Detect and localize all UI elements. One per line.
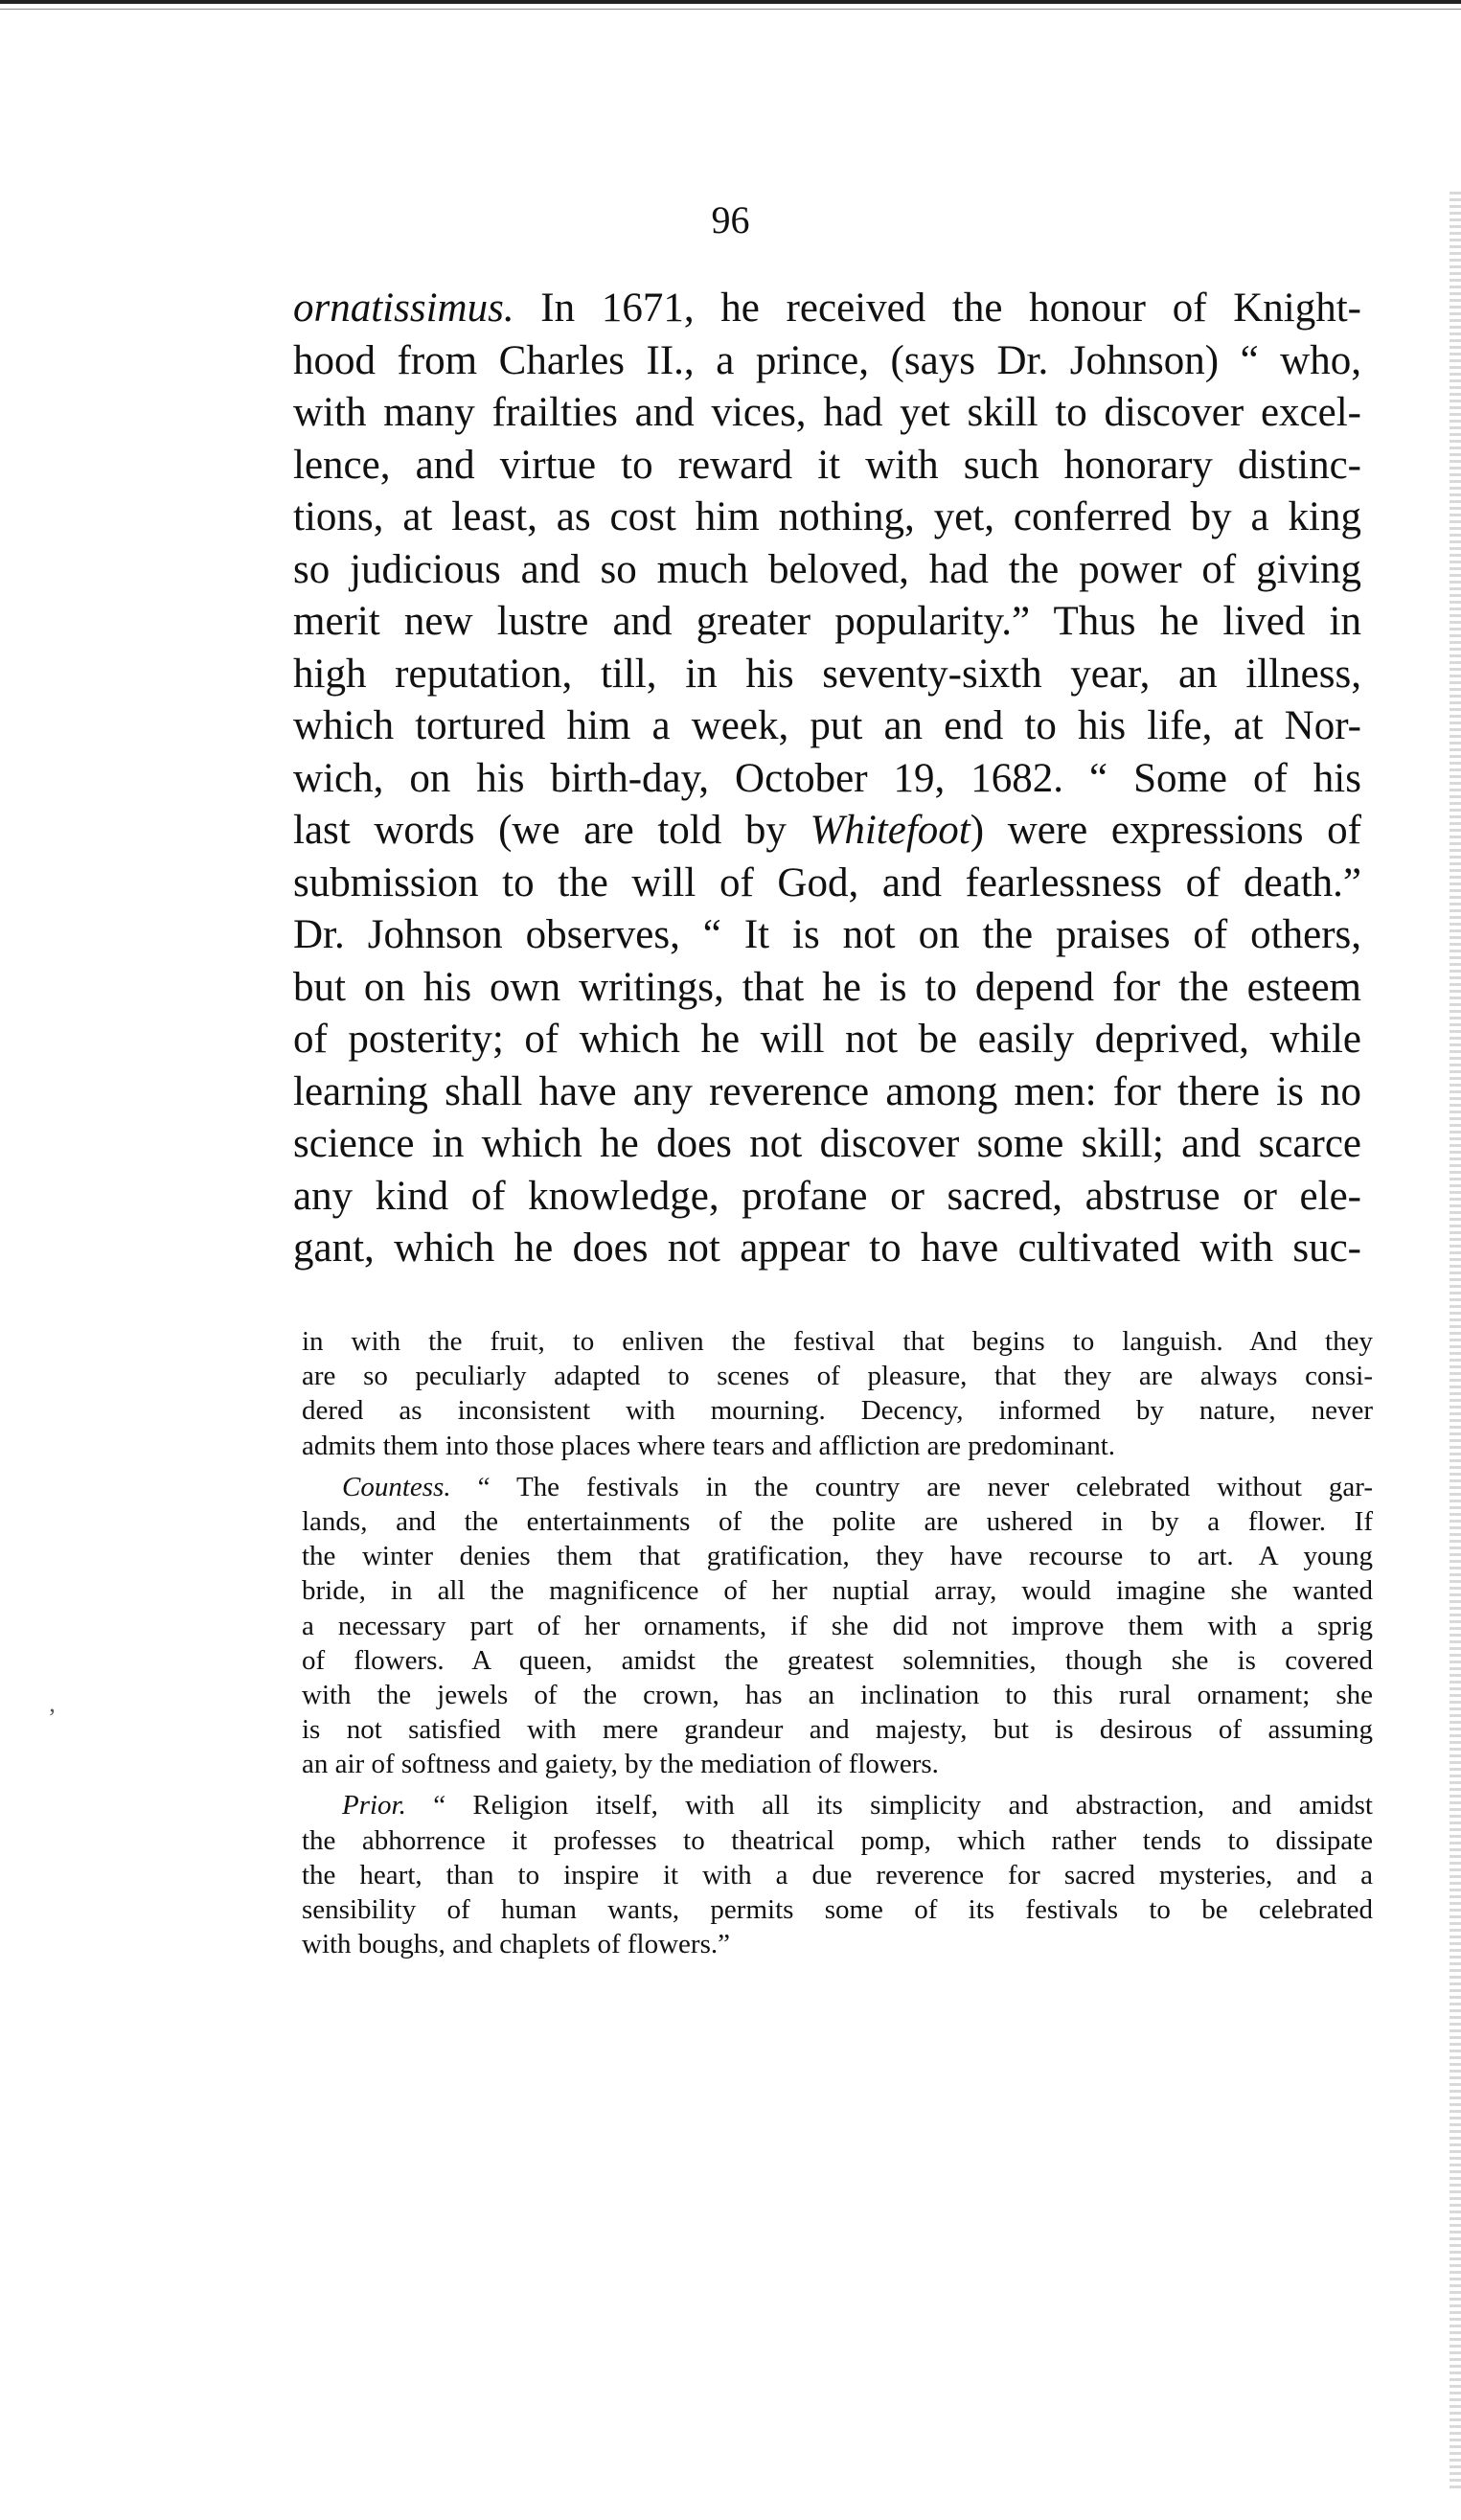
main-text-line: learning shall have any reverence among men: for there is no [293, 1068, 1361, 1114]
margin-mark: ’ [48, 1704, 57, 1731]
main-text-line: submission to the will of God, and fearlessness of death.” [293, 859, 1361, 905]
main-text-line: of posterity; of which he will not be easily deprived, while [293, 1017, 1361, 1062]
main-text-line: science in which he does not discover some skill; and scarce [293, 1121, 1361, 1166]
footnote-line: admits them into those places where tears and affliction are predominant. [302, 1430, 1116, 1461]
footnote-line-rest: “ Religion itself, with all its simplicity and abstraction, and amidst [405, 1790, 1373, 1821]
footnote-paragraph [302, 1788, 1373, 1961]
footnote-line: are so peculiarly adapted to scenes of pleasure, that they are always consi- [302, 1361, 1373, 1392]
main-text-line-pre: last words (we are told by [293, 808, 810, 853]
main-text-line: merit new lustre and greater popularity.” Thus he lived in [293, 599, 1361, 644]
footnote-paragraph [302, 1470, 1373, 1782]
main-text-line [293, 805, 1361, 858]
main-text-line: which tortured him a week, put an end to his life, at Nor- [293, 703, 1361, 748]
speaker-name: Prior. [342, 1790, 406, 1821]
main-text-line-rest: In 1671, he received the honour of Knight- [514, 286, 1361, 331]
main-text-line: lence, and virtue to reward it with such honorary distinc- [293, 442, 1361, 488]
main-text-line: Dr. Johnson observes, “ It is not on the praises of others, [293, 912, 1361, 957]
page-edge-shadow [1450, 192, 1461, 2491]
footnote-line [302, 1788, 1373, 1822]
footnote-line: with boughs, and chaplets of flowers.” [302, 1929, 730, 1960]
footnote-line [302, 1470, 1373, 1504]
latin-word: ornatissimus. [293, 286, 514, 331]
main-text-line: but on his own writings, that he is to depend for the esteem [293, 964, 1361, 1010]
main-text-block [293, 283, 1361, 1275]
footnote-line-rest: “ The festivals in the country are never celebrated without gar- [450, 1471, 1373, 1502]
main-text-line: so judicious and so much beloved, had the power of giving [293, 546, 1361, 592]
footnote-line: in with the fruit, to enliven the festival that begins to languish. And they [302, 1326, 1373, 1357]
footnote-line: lands, and the entertainments of the polite are ushered in by a flower. If [302, 1505, 1373, 1537]
footnote-line: the winter denies them that gratification, they have recourse to art. A young [302, 1541, 1373, 1572]
main-text-line: any kind of knowledge, profane or sacred, abstruse or ele- [293, 1173, 1361, 1219]
footnote-line: the abhorrence it professes to theatrical pomp, which rather tends to dissipate [302, 1824, 1373, 1856]
main-text-line: hood from Charles II., a prince, (says Dr. Johnson) “ who, [293, 337, 1361, 383]
page-number: 96 [711, 198, 750, 241]
author-name: Whitefoot [810, 808, 970, 853]
footnote-line: an air of softness and gaiety, by the mediation of flowers. [302, 1749, 939, 1780]
main-text-line: with many frailties and vices, had yet skill to discover excel- [293, 390, 1361, 435]
footnote-line: with the jewels of the crown, has an inclination to this rural ornament; she [302, 1679, 1373, 1710]
main-text-line [293, 283, 1361, 335]
footnote-block [302, 1324, 1373, 1968]
footnote-paragraph [302, 1324, 1373, 1463]
main-text-line: gant, which he does not appear to have cultivated with suc- [293, 1226, 1361, 1271]
footnote-line: of flowers. A queen, amidst the greatest solemnities, though she is covered [302, 1644, 1373, 1676]
footnote-line: is not satisfied with mere grandeur and majesty, but is desirous of assuming [302, 1714, 1373, 1746]
page-top-rule [0, 0, 1461, 10]
footnote-line: sensibility of human wants, permits some of its festivals to be celebrated [302, 1894, 1373, 1925]
footnote-line: the heart, than to inspire it with a due reverence for sacred mysteries, and a [302, 1859, 1373, 1890]
main-text-line: high reputation, till, in his seventy-sixth year, an illness, [293, 651, 1361, 697]
main-text-line: tions, at least, as cost him nothing, yet, conferred by a king [293, 494, 1361, 539]
main-text-line-post: ) were expressions of [970, 808, 1361, 853]
footnote-line: a necessary part of her ornaments, if she did not improve them with a sprig [302, 1610, 1373, 1641]
footnote-line: bride, in all the magnificence of her nuptial array, would imagine she wanted [302, 1575, 1373, 1607]
speaker-name: Countess. [342, 1471, 451, 1502]
main-text-line: wich, on his birth-day, October 19, 1682. “ Some of his [293, 755, 1361, 801]
footnote-line: dered as inconsistent with mourning. Decency, informed by nature, never [302, 1395, 1373, 1427]
